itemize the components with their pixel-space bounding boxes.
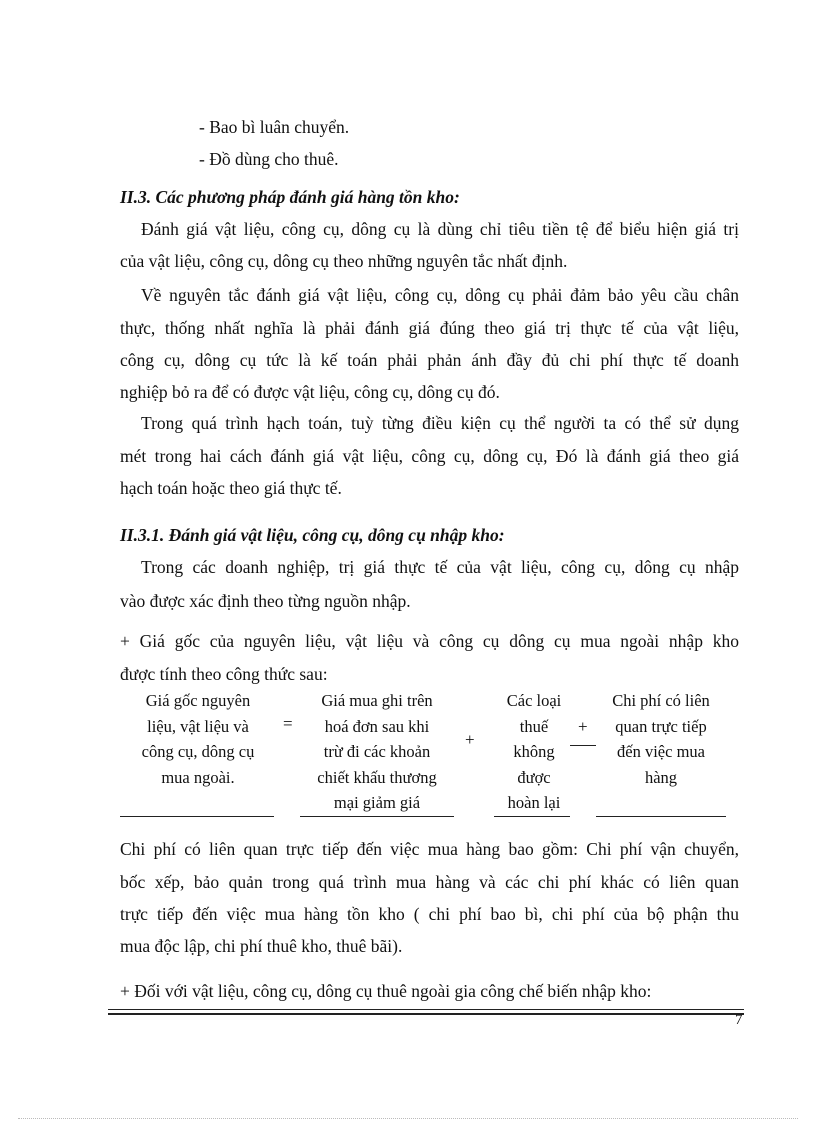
formula-term-original-cost: Giá gốc nguyên liệu, vật liệu và công cụ, dông cụ mua ngoài. [141,691,255,787]
paragraph-line: Chi phí có liên quan trực tiếp đến việc mua hàng bao gồm: Chi phí vận chuyển, [120,839,739,859]
paragraph-line: được tính theo công thức sau: [120,664,328,684]
paragraph-line: Đánh giá vật liệu, công cụ, dông cụ là dùng chỉ tiêu tiền tệ để biểu hiện giá trị [141,219,739,239]
page-number: 7 [735,1012,743,1028]
cost-formula [120,688,740,823]
paragraph-line: hạch toán hoặc theo giá thực tế. [120,478,342,498]
paragraph-line: trực tiếp đến việc mua hàng tồn kho ( chi phí bao bì, chi phí của bộ phận thu [120,904,739,924]
page-edge-divider [18,1118,798,1119]
equals-sign: = [283,714,293,733]
paragraph-line: Trong quá trình hạch toán, tuỳ từng điều kiện cụ thể người ta có thể sử dụng [141,413,739,433]
paragraph-line: mua độc lập, chi phí thuê kho, thuê bãi). [120,936,403,956]
bullet-item: - Bao bì luân chuyển. [199,117,350,137]
paragraph-line: mét trong hai cách đánh giá vật liệu, công cụ, dông cụ, Đó là đánh giá theo giá [120,446,739,466]
section-heading: II.3. Các phương pháp đánh giá hàng tồn kho: [120,187,460,207]
formula-term-purchase-price: Giá mua ghi trên hoá đơn sau khi trừ đi các khoản chiết khấu thương mại giảm giá [317,691,437,812]
footer-rule [108,1013,744,1015]
paragraph-line: của vật liệu, công cụ, dông cụ theo những nguyên tắc nhất định. [120,251,568,271]
bullet-item: - Đồ dùng cho thuê. [199,149,339,169]
paragraph-line: Trong các doanh nghiệp, trị giá thực tế của vật liệu, công cụ, dông cụ nhập [141,557,739,577]
paragraph-line: bốc xếp, bảo quản trong quá trình mua hàng và các chi phí khác có liên quan [120,872,739,892]
paragraph-line: thực, thống nhất nghĩa là phải đánh giá đúng theo giá trị thực tế của vật liệu, [120,318,739,338]
formula-term-taxes: Các loại thuế không được hoàn lại [506,691,562,812]
plus-sign: + [578,717,588,736]
subsection-heading: II.3.1. Đánh giá vật liệu, công cụ, dông cụ nhập kho: [120,525,505,545]
paragraph-line: nghiệp bỏ ra để có được vật liệu, công cụ, dông cụ đó. [120,382,500,402]
paragraph-line: + Giá gốc của nguyên liệu, vật liệu và công cụ dông cụ mua ngoài nhập kho [120,631,739,651]
underline [494,816,570,817]
paragraph-line: vào được xác định theo từng nguồn nhập. [120,591,411,611]
formula-term-related-costs: Chi phí có liên quan trực tiếp đến việc mua hàng [612,691,710,787]
paragraph-line: + Đối với vật liệu, công cụ, dông cụ thuê ngoài gia công chế biến nhập kho: [120,981,652,1001]
paragraph-line: Về nguyên tắc đánh giá vật liệu, công cụ, dông cụ phải đảm bảo yêu cầu chân [141,285,739,305]
paragraph-line: công cụ, dông cụ tức là kế toán phải phản ánh đầy đủ chi phí thực tế doanh [120,350,739,370]
underline [300,816,454,817]
plus-sign: + [465,730,475,749]
fraction-bar [570,745,596,746]
underline [120,816,274,817]
footer-rule [108,1009,744,1010]
underline [596,816,726,817]
